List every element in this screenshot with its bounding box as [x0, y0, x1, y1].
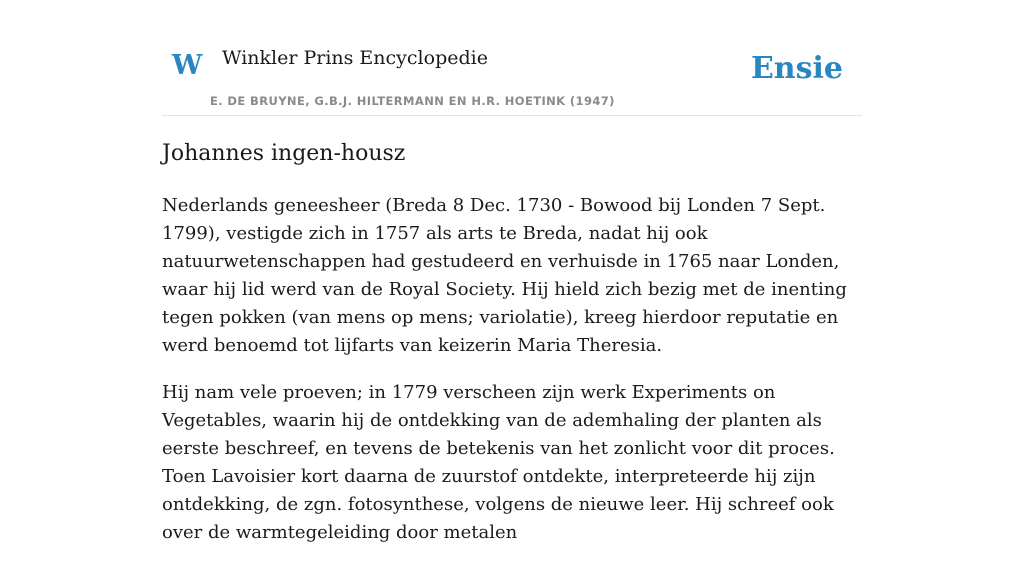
encyclopedia-title[interactable]: Winkler Prins Encyclopedie — [222, 47, 488, 69]
article-paragraph-2: Hij nam vele proeven; in 1779 verscheen zijn werk Experiments on Vegetables, waarin hij de ontdekking van de ademhaling der planten als eerste beschreef, en tevens de betekenis van het zonlicht voor dit proces. Toen Lavoisier kort daarna de zuurstof ontdekte, interpreteerde hij zijn ontdekking, de zgn. fotosynthese, volgens de nieuwe leer. Hij schreef ook over de warmtegeleiding door metalen — [162, 382, 835, 543]
article-title: Johannes ingen-housz — [162, 141, 406, 166]
winkler-prins-logo[interactable]: W — [172, 50, 203, 81]
ensie-logo[interactable]: Ensie — [750, 51, 843, 86]
encyclopedia-header — [162, 40, 862, 116]
article-body — [162, 192, 864, 566]
encyclopedia-authors: E. DE BRUYNE, G.B.J. HILTERMANN EN H.R. HOETINK (1947) — [210, 94, 615, 108]
article-paragraph-1: Nederlands geneesheer (Breda 8 Dec. 1730 - Bowood bij Londen 7 Sept. 1799), vestigde zich in 1757 als arts te Breda, nadat hij ook natuurwetenschappen had gestudeerd en verhuisde in 1765 naar Londen, waar hij lid werd van de Royal Society. Hij hield zich bezig met de inenting tegen pokken (van mens op mens; variolatie), kreeg hierdoor reputatie en werd benoemd tot lijfarts van keizerin Maria Theresia. — [162, 195, 847, 356]
